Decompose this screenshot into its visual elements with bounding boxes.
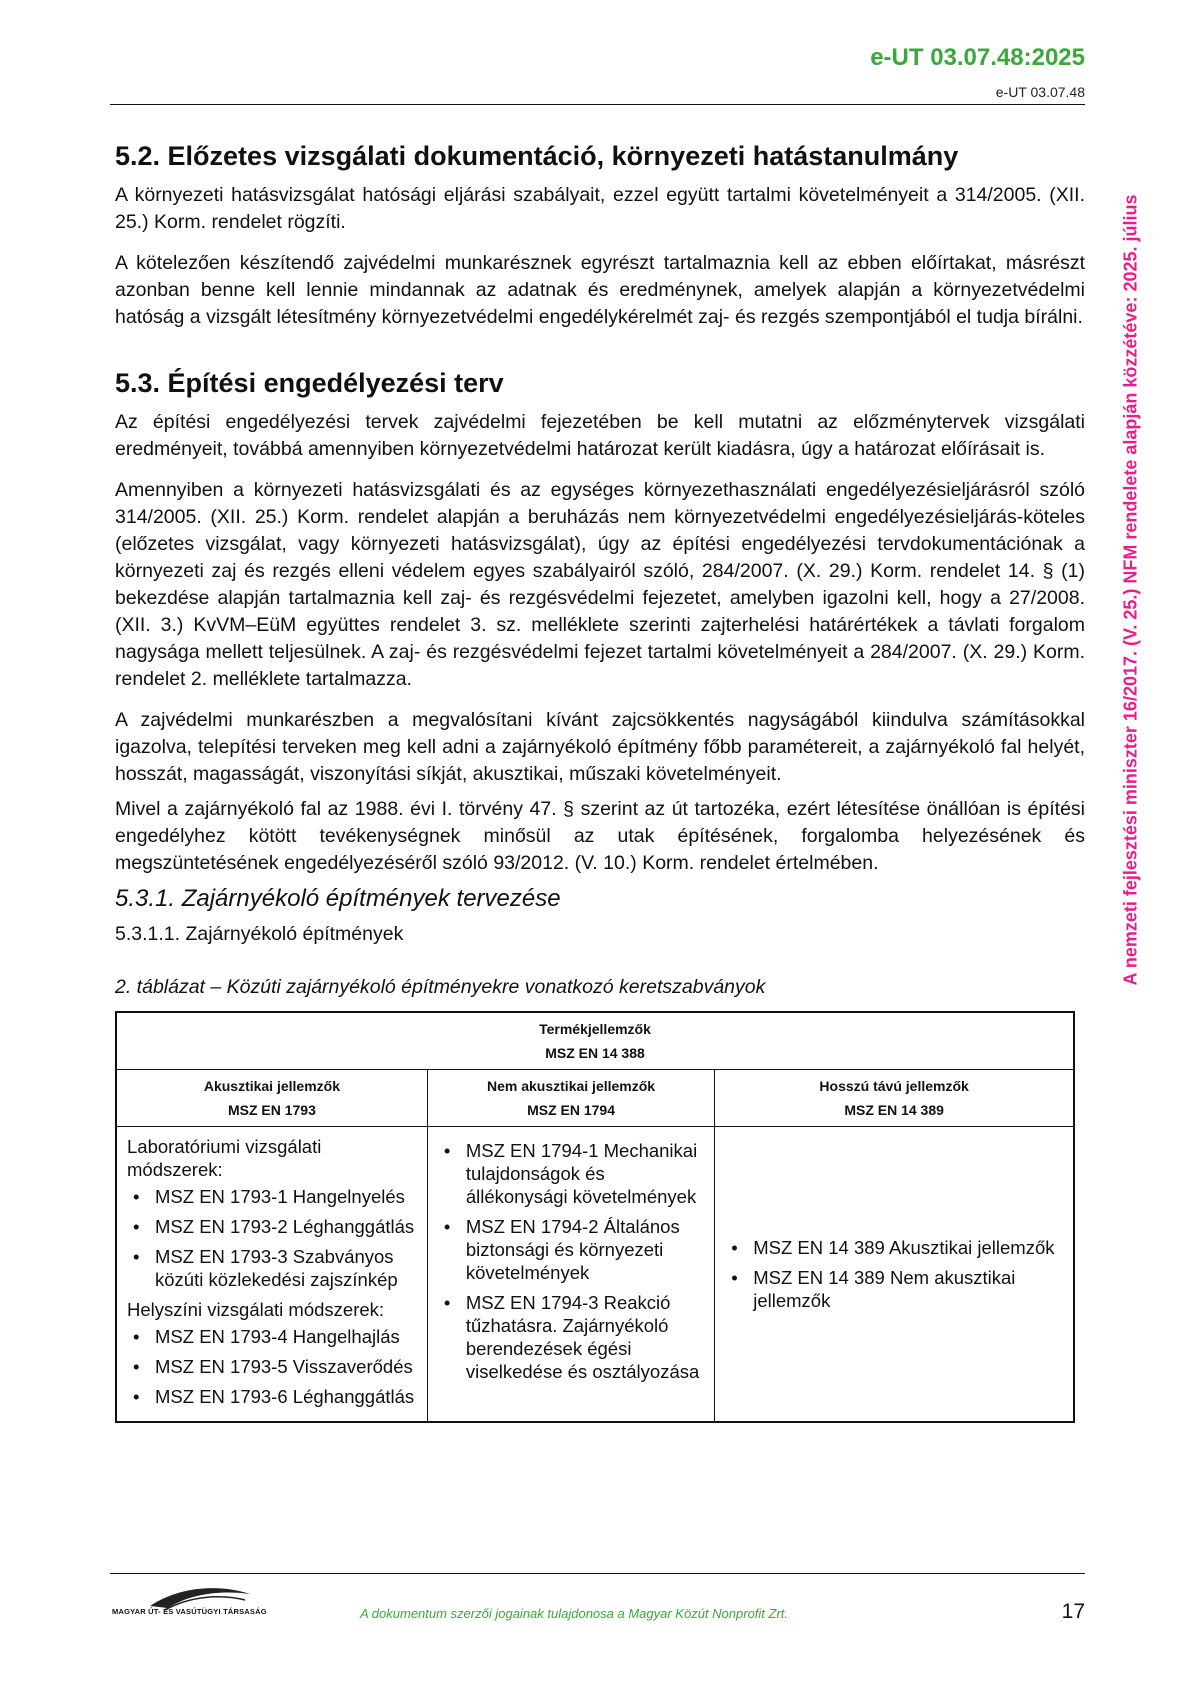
- product-characteristics-standard: MSZ EN 14 388: [545, 1045, 645, 1061]
- document-code: e-UT 03.07.48:2025: [870, 44, 1085, 71]
- long-term-cell: [715, 1127, 1074, 1423]
- list-item: • MSZ EN 14 389 Nem akusztikai jellemzők: [725, 1266, 1063, 1312]
- section-5-3-paragraph-1: Az építési engedélyezési tervek zajvédelmi fejezetében be kell mutatni az előzménytervek vizsgálati eredményeit, továbbá amennyiben környezetvédelmi határozat került kiadásra, úgy a határozat előírásait is.: [115, 411, 1085, 460]
- list-item: • MSZ EN 1793-5 Visszaverődés: [127, 1355, 417, 1378]
- section-5-2-paragraph-1: A környezeti hatásvizsgálat hatósági eljárási szabályait, ezzel együtt tartalmi követelményeit a 314/2005. (XII. 25.) Korm. rendelet rögzíti.: [115, 184, 1085, 233]
- col-header-long-term-standard: MSZ EN 14 389: [844, 1102, 944, 1118]
- section-5-2-paragraph-2: A kötelezően készítendő zajvédelmi munkarésznek egyrészt tartalmaznia kell az ebben előírtakat, másrészt azonban benne kell lennie mindannak az adatnak és eredménynek, amelyek alapján a környezetvédelmi hatóság a vizsgált létesítmény környezetvédelmi engedélykérelmét zaj- és rezgés szempontjából el tudja bírálni.: [115, 252, 1085, 328]
- header-divider: [110, 104, 1085, 105]
- list-item: • MSZ EN 1794-2 Általános biztonsági és környezeti követelmények: [438, 1215, 704, 1284]
- col-header-long-term: [715, 1070, 1074, 1127]
- standards-table: [115, 1011, 1075, 1423]
- section-5-3-paragraph-4: Mivel a zajárnyékoló fal az 1988. évi I. törvény 47. § szerint az út tartozéka, ezért létesítése önállóan is építési engedélyhez kötött tevékenységnek minősül az utak építésének, forgalomba helyezésének és megszüntetésének engedélyezéséről szóló 93/2012. (V. 10.) Korm. rendelet értelmében.: [115, 798, 1085, 874]
- section-5-3-title: 5.3. Építési engedélyezési terv: [115, 368, 504, 398]
- section-5-3-1-1-title: 5.3.1.1. Zajárnyékoló építmények: [115, 923, 404, 945]
- col-header-non-acoustic-title: Nem akusztikai jellemzők: [487, 1078, 656, 1094]
- col-header-long-term-title: Hosszú távú jellemzők: [819, 1078, 969, 1094]
- society-logo-text: MAGYAR ÚT- ÉS VASÚTÜGYI TÁRSASÁG: [112, 1607, 267, 1616]
- publication-note: A nemzeti fejlesztési miniszter 16/2017. (V. 25.) NFM rendelete alapján közzétéve: 2025. július: [1120, 194, 1141, 986]
- lab-methods-list: [127, 1185, 417, 1291]
- acoustic-cell: [116, 1127, 427, 1423]
- non-acoustic-cell: [427, 1127, 714, 1423]
- list-item: • MSZ EN 14 389 Akusztikai jellemzők: [725, 1236, 1063, 1259]
- list-item: • MSZ EN 1794-1 Mechanikai tulajdonságok és állékonysági követelmények: [438, 1139, 704, 1208]
- document-subcode: e-UT 03.07.48: [995, 84, 1085, 100]
- section-5-3-1-title: 5.3.1. Zajárnyékoló építmények tervezése: [115, 885, 561, 912]
- list-item: • MSZ EN 1793-2 Léghanggátlás: [127, 1215, 417, 1238]
- section-5-2-title: 5.2. Előzetes vizsgálati dokumentáció, környezeti hatástanulmány: [115, 141, 959, 171]
- lab-methods-label: Laboratóriumi vizsgálati módszerek:: [127, 1136, 322, 1180]
- list-item: • MSZ EN 1794-3 Reakció tűzhatásra. Zajárnyékoló berendezések égési viselkedése és osztályozása: [438, 1291, 704, 1383]
- table-top-header: [116, 1012, 1074, 1070]
- copyright-note: A dokumentum szerzői jogainak tulajdonosa a Magyar Közút Nonprofit Zrt.: [360, 1606, 789, 1621]
- page-number: 17: [1061, 1600, 1085, 1623]
- field-methods-label: Helyszíni vizsgálati módszerek:: [127, 1299, 385, 1320]
- section-5-3-paragraph-2: Amennyiben a környezeti hatásvizsgálati és az egységes környezethasználati engedélyezésieljárásról szóló 314/2005. (XII. 25.) Korm. rendelet alapján a beruházás nem környezetvédelmi engedélyezésieljárás-köteles (előzetes vizsgálat, vagy környezeti hatásvizsgálat), úgy az építési engedélyezési tervdokumentációnak a környezeti zaj és rezgés elleni védelem egyes szabályairól szóló, 284/2007. (X. 29.) Korm. rendelet 14. § (1) bekezdése alapján tartalmaznia kell zaj- és rezgésvédelmi fejezetet, amelyben igazolni kell, hogy a 27/2008. (XII. 3.) KvVM–EüM együttes rendelet 3. sz. melléklete szerinti zajterhelési határértékek a távlati forgalom nagysága mellett teljesülnek. A zaj- és rezgésvédelmi fejezet tartalmi követelményeit a 284/2007. (X. 29.) Korm. rendelet 2. melléklete tartalmazza.: [115, 479, 1085, 690]
- col-header-non-acoustic-standard: MSZ EN 1794: [527, 1102, 615, 1118]
- list-item: • MSZ EN 1793-4 Hangelhajlás: [127, 1325, 417, 1348]
- product-characteristics-title: Termékjellemzők: [539, 1021, 651, 1037]
- section-5-3-paragraph-3: A zajvédelmi munkarészben a megvalósítani kívánt zajcsökkentés nagyságából kiindulva számításokkal igazolva, telepítési terveken meg kell adni a zajárnyékoló építmény főbb paramétereit, a zajárnyékoló fal helyét, hosszát, magasságát, viszonyítási síkját, akusztikai, műszaki követelményeit.: [115, 709, 1085, 785]
- col-header-non-acoustic: [427, 1070, 714, 1127]
- page-content: [115, 140, 1085, 1423]
- footer-divider: [110, 1573, 1085, 1574]
- list-item: • MSZ EN 1793-6 Léghanggátlás: [127, 1385, 417, 1408]
- col-header-acoustic-standard: MSZ EN 1793: [227, 1102, 316, 1118]
- col-header-acoustic: [116, 1070, 427, 1127]
- long-term-list: [725, 1236, 1063, 1312]
- list-item: • MSZ EN 1793-3 Szabványos közúti közlekedési zajszínkép: [127, 1245, 417, 1291]
- list-item: • MSZ EN 1793-1 Hangelnyelés: [127, 1185, 417, 1208]
- table-caption: 2. táblázat – Közúti zajárnyékoló építményekre vonatkozó keretszabványok: [115, 976, 766, 998]
- non-acoustic-list: [438, 1139, 704, 1383]
- col-header-acoustic-title: Akusztikai jellemzők: [203, 1078, 340, 1094]
- field-methods-list: [127, 1325, 417, 1408]
